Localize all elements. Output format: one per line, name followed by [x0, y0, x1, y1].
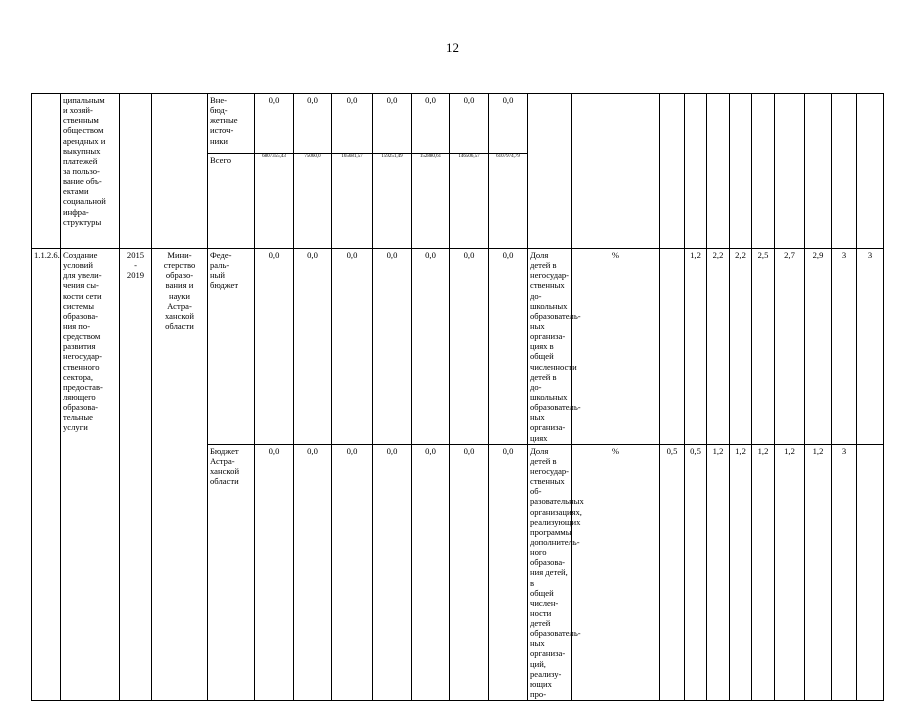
target-value-cell: 0,5 — [685, 444, 707, 701]
funding-value-cell: 0,0 — [489, 249, 528, 445]
funding-value-cell: 0,0 — [450, 444, 489, 701]
target-value-cell: 1,2 — [805, 444, 832, 701]
funding-value-cell: 165681,57 — [332, 154, 373, 249]
target-value-cell: 3 — [832, 444, 857, 701]
target-value-cell: 2,9 — [805, 249, 832, 445]
period-cell: 2015 - 2019 — [120, 249, 152, 701]
target-value-cell — [660, 249, 685, 445]
funding-value-cell: 0,0 — [489, 444, 528, 701]
funding-value-cell: 0,0 — [373, 94, 412, 154]
funding-value-cell: 159251,49 — [373, 154, 412, 249]
target-value-cell: 2,7 — [775, 249, 805, 445]
funding-value-cell: 6107974,79 — [489, 154, 528, 249]
target-value-cell — [685, 94, 707, 249]
funding-source-cell: Бюджет Астра- ханской области — [208, 444, 255, 701]
target-value-cell — [730, 94, 752, 249]
funding-value-cell: 75060,0 — [294, 154, 332, 249]
funding-value-cell: 0,0 — [450, 249, 489, 445]
unit-cell: % — [572, 249, 660, 445]
indicator-cell — [528, 94, 572, 249]
indicator-cell: Доля детей в негосудар- ственных до- школьных образователь- ных организа- циях в общей численности детей в до- школьных образователь- ных организа- циях — [528, 249, 572, 445]
funding-value-cell: 0,0 — [255, 94, 294, 154]
target-value-cell — [752, 94, 775, 249]
unit-cell — [572, 94, 660, 249]
target-value-cell — [857, 94, 884, 249]
target-value-cell: 0,5 — [660, 444, 685, 701]
target-value-cell: 1,2 — [730, 444, 752, 701]
funding-value-cell: 0,0 — [412, 94, 450, 154]
funding-value-cell: 0,0 — [489, 94, 528, 154]
target-value-cell — [660, 94, 685, 249]
target-value-cell — [857, 444, 884, 701]
target-value-cell — [707, 94, 730, 249]
target-value-cell — [805, 94, 832, 249]
target-value-cell: 1,2 — [685, 249, 707, 445]
funding-value-cell: 0,0 — [332, 94, 373, 154]
target-value-cell: 1,2 — [775, 444, 805, 701]
funding-value-cell: 0,0 — [373, 444, 412, 701]
row-number-cell: 1.1.2.6. — [32, 249, 61, 701]
funding-value-cell: 152880,61 — [412, 154, 450, 249]
funding-value-cell: 6807355,43 — [255, 154, 294, 249]
indicator-cell: Доля детей в негосудар- ственных об- разовательных организациях, реализующих программы дополнитель- ного образова- ния детей, в общей числен- ности детей образователь- ных организа- ций, реализу- ющих про- — [528, 444, 572, 701]
funding-value-cell: 0,0 — [450, 94, 489, 154]
funding-value-cell: 0,0 — [412, 444, 450, 701]
page-number: 12 — [446, 40, 459, 55]
target-value-cell: 2,2 — [707, 249, 730, 445]
table-row — [32, 94, 912, 154]
row-number-cell — [32, 94, 61, 249]
target-value-cell: 2,2 — [730, 249, 752, 445]
executor-cell: Мини- стерство образо- вания и науки Астра- ханской области — [152, 249, 208, 701]
funding-value-cell: 146506,57 — [450, 154, 489, 249]
target-value-cell: 1,2 — [707, 444, 730, 701]
target-value-cell: 2,5 — [752, 249, 775, 445]
measure-name-cell: Создание условий для увели- чения сы- кости сети системы образова- ния по- средством развития негосудар- ственного сектора, предостав- ляющего образова- тельные услуги — [61, 249, 120, 701]
target-value-cell — [775, 94, 805, 249]
target-value-cell: 1,2 — [752, 444, 775, 701]
program-table — [31, 93, 912, 701]
measure-name-cell: ципальным и хозяй- ственным обществом арендных и выкупных платежей за пользо- вание объ- ектами социальной инфра- структуры — [61, 94, 120, 249]
funding-source-cell: Вне- бюд- жетные источ- ники — [208, 94, 255, 154]
target-value-cell: 3 — [832, 249, 857, 445]
period-cell — [120, 94, 152, 249]
funding-value-cell: 0,0 — [332, 444, 373, 701]
funding-value-cell: 0,0 — [294, 94, 332, 154]
funding-value-cell: 0,0 — [412, 249, 450, 445]
funding-value-cell: 0,0 — [373, 249, 412, 445]
funding-value-cell: 0,0 — [255, 249, 294, 445]
funding-value-cell: 0,0 — [255, 444, 294, 701]
funding-value-cell: 0,0 — [294, 249, 332, 445]
target-value-cell: 3 — [857, 249, 884, 445]
funding-source-cell: Всего — [208, 154, 255, 249]
funding-source-cell: Феде- раль- ный бюджет — [208, 249, 255, 445]
funding-value-cell: 0,0 — [294, 444, 332, 701]
executor-cell — [152, 94, 208, 249]
unit-cell: % — [572, 444, 660, 701]
funding-value-cell: 0,0 — [332, 249, 373, 445]
target-value-cell — [832, 94, 857, 249]
table-row — [32, 249, 912, 445]
